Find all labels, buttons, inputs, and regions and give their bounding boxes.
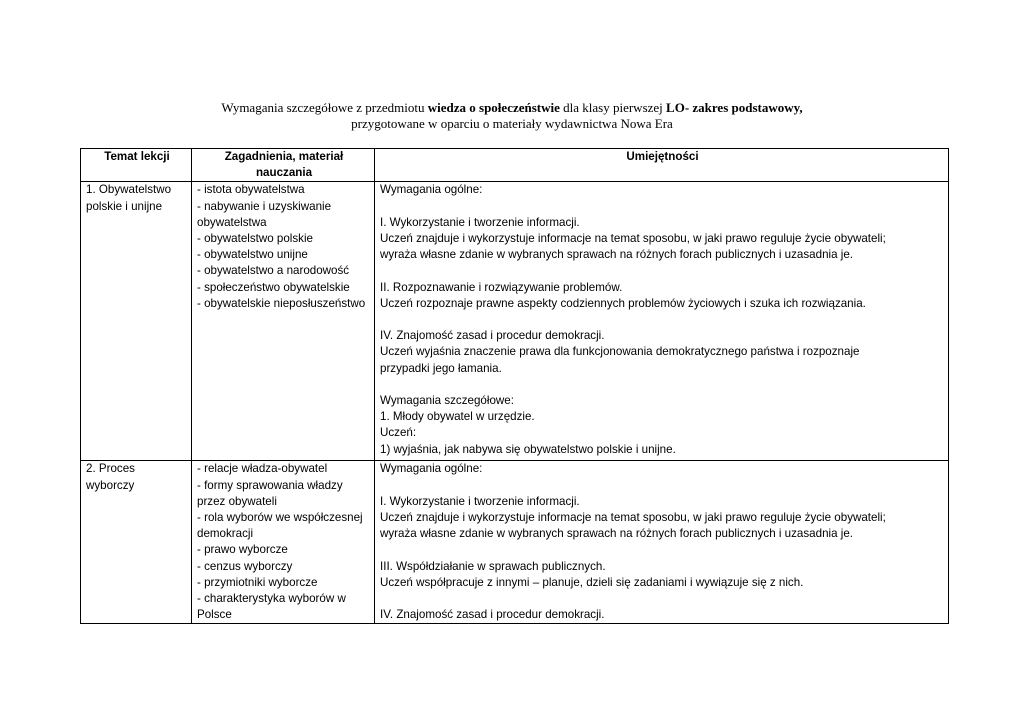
cell-line: IV. Znajomość zasad i procedur demokracji. [380,608,605,622]
header-school: LO- zakres podstawowy, [666,100,803,115]
cell-line: wyraża własne zdanie w wybranych sprawach na różnych forach publicznych i uzasadnia je. [380,248,854,262]
blank-line [380,199,945,215]
header-issues: Zagadnienia, materiał nauczania [192,149,375,182]
cell-line: - przymiotniki wyborcze [197,575,318,589]
cell-line: - obywatelstwo a narodowość [197,264,350,278]
header-text: Wymagania szczegółowe z przedmiotu [221,100,428,115]
requirements-table [80,148,949,624]
cell-line: Wymagania ogólne: [380,462,483,476]
topic-cell [81,182,192,461]
cell-line: - obywatelstwo polskie [197,232,313,246]
cell-line: 1) wyjaśnia, jak nabywa się obywatelstwo polskie i unijne. [380,442,676,456]
blank-line [380,312,945,328]
cell-line: Uczeń rozpoznaje prawne aspekty codziennych problemów życiowych i szuka ich rozwiązania. [380,296,866,310]
table-header-row [81,149,949,182]
blank-line [380,377,945,393]
cell-line: - formy sprawowania władzy przez obywateli [197,478,343,508]
cell-line: wyborczy [86,478,135,492]
cell-line: - charakterystyka wyborów w Polsce [197,592,346,622]
cell-line: - istota obywatelstwa [197,183,305,197]
header-subject: wiedza o społeczeństwie [427,100,560,115]
cell-line: 2. Proces [86,462,135,476]
cell-line: I. Wykorzystanie i tworzenie informacji. [380,215,580,229]
cell-line: - obywatelskie nieposłuszeństwo [197,296,366,310]
blank-line [380,478,945,494]
topic-cell [81,461,192,624]
header-skills: Umiejętności [375,149,949,182]
cell-line: II. Rozpoznawanie i rozwiązywanie problemów. [380,280,623,294]
table-row [81,461,949,624]
blank-line [380,542,945,558]
cell-line: polskie i unijne [86,199,163,213]
cell-line: - społeczeństwo obywatelskie [197,280,350,294]
skills-cell [375,461,949,624]
issues-cell [192,461,375,624]
cell-line: IV. Znajomość zasad i procedur demokracji. [380,329,605,343]
issues-cell [192,182,375,461]
cell-line: wyraża własne zdanie w wybranych sprawach na różnych forach publicznych i uzasadnia je. [380,527,854,541]
document-header [0,100,1024,132]
cell-line: - nabywanie i uzyskiwanie obywatelstwa [197,199,332,229]
cell-line: Uczeń znajduje i wykorzystuje informacje na temat sposobu, w jaki prawo reguluje życie obywateli; [380,232,886,245]
cell-line: - prawo wyborcze [197,543,288,557]
blank-line [380,591,945,607]
blank-line [380,263,945,279]
cell-line: 1. Obywatelstwo [86,183,172,197]
cell-line: Uczeń: [380,426,417,440]
table-row [81,182,949,461]
cell-line: 1. Młody obywatel w urzędzie. [380,410,535,424]
cell-line: - relacje władza-obywatel [197,462,328,476]
cell-line: I. Wykorzystanie i tworzenie informacji. [380,494,580,508]
cell-line: Wymagania ogólne: [380,183,483,197]
cell-line: przypadki jego łamania. [380,361,502,375]
header-line-1 [0,100,1024,116]
cell-line: Wymagania szczegółowe: [380,393,514,407]
cell-line: - rola wyborów we współczesnej demokracji [197,511,363,541]
header-topic: Temat lekcji [81,149,192,182]
cell-line: III. Współdziałanie w sprawach publicznych. [380,559,606,573]
cell-line: Uczeń znajduje i wykorzystuje informacje na temat sposobu, w jaki prawo reguluje życie obywateli; [380,511,886,524]
header-text: dla klasy pierwszej [559,100,667,115]
skills-cell [375,182,949,461]
cell-line: Uczeń współpracuje z innymi – planuje, dzieli się zadaniami i wywiązuje się z nich. [380,575,804,589]
cell-line: - cenzus wyborczy [197,559,293,573]
cell-line: - obywatelstwo unijne [197,248,308,262]
header-line-2: przygotowane w oparciu o materiały wydawnictwa Nowa Era [351,116,673,131]
cell-line: Uczeń wyjaśnia znaczenie prawa dla funkcjonowania demokratycznego państwa i rozpoznaje [380,345,860,359]
